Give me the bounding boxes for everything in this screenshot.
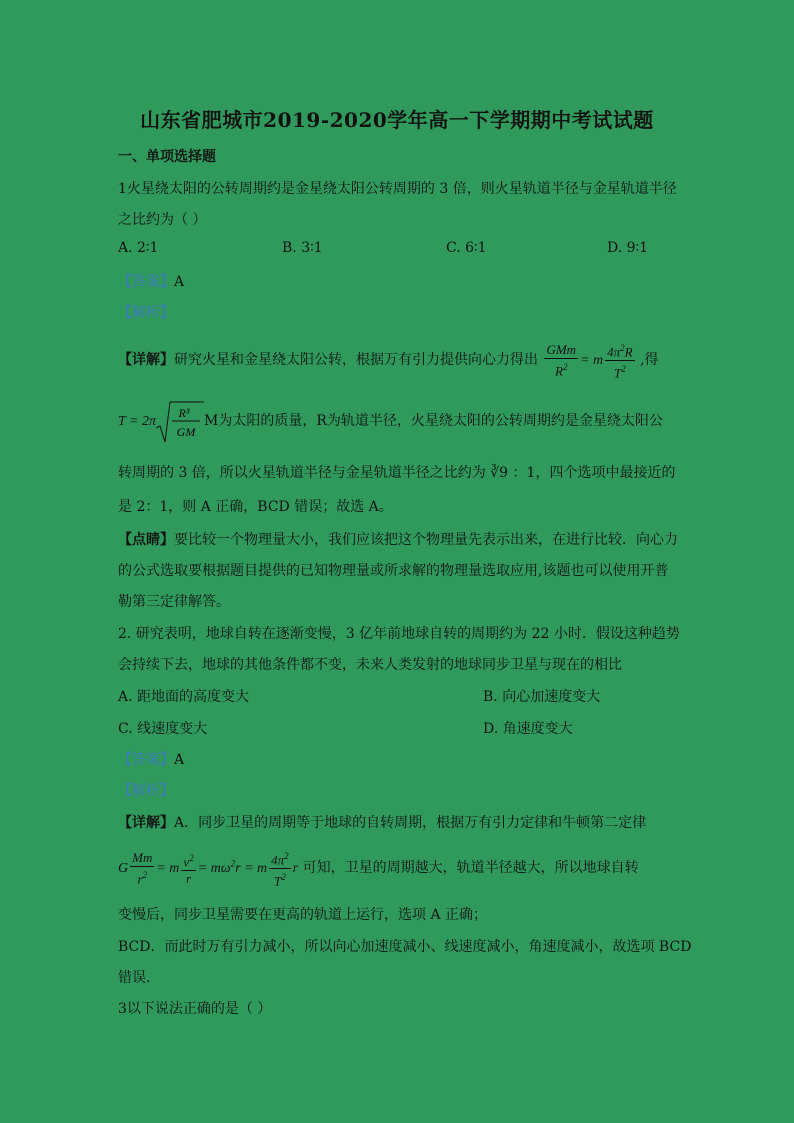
q1-detail-line1	[118, 340, 659, 382]
q1-comment-line2: 的公式选取要根据题目提供的已知物理量或所求解的物理量选取应用,该题也可以使用开普	[118, 563, 669, 579]
q1-option-a: A. 2∶1	[118, 240, 159, 256]
section-heading: 一、单项选择题	[118, 149, 216, 165]
answer-tag: 【答案】	[118, 752, 174, 768]
q2-option-a: A. 距地面的高度变大	[118, 689, 250, 705]
q1-option-c: C. 6∶1	[446, 240, 487, 256]
gravitation-formula: $\frac{\text{GMm}}{R^2}$ = m $\frac{4\pi^2R}{T^2}$	[542, 353, 640, 368]
q2-option-c: C. 线速度变大	[118, 721, 208, 737]
q2-detail-line5: 错误．	[118, 970, 160, 986]
detail-line2-text: 可知，卫星的周期越大，轨道半径越大，所以地球自转	[302, 860, 639, 877]
q2-stem-line1: 2. 研究表明，地球自转在逐渐变慢，3 亿年前地球自转的周期约为 22 小时．假设这种趋势	[118, 626, 680, 642]
detail-tag: 【详解】	[118, 352, 174, 369]
answer-tag: 【答案】	[118, 274, 174, 290]
q3-stem: 3以下说法正确的是（ ）	[118, 1001, 272, 1017]
detail-line2-text: M为太阳的质量，R为轨道半径，火星绕太阳的公转周期约是金星绕太阳公	[204, 413, 663, 430]
q2-stem-line2: 会持续下去，地球的其他条件都不变，未来人类发射的地球同步卫星与现在的相比	[118, 657, 622, 673]
q1-option-d: D. 9∶1	[607, 240, 649, 256]
q2-detail-line2	[118, 848, 639, 890]
answer-value: A	[174, 752, 185, 768]
q2-detail-line1	[118, 812, 646, 832]
q2-answer-line	[118, 749, 184, 769]
comment-tag: 【点睛】	[118, 532, 174, 548]
q1-answer-line	[118, 271, 184, 291]
q2-option-d: D. 角速度变大	[483, 721, 573, 737]
period-formula: T = 2π R³ GM	[118, 414, 204, 429]
q1-detail-line3: 转周期的 3 倍，所以火星轨道半径与金星轨道半径之比约为 ∛9 ：1，四个选项中最接近的	[118, 465, 676, 481]
page-title: 山东省肥城市2019-2020学年高一下学期期中考试试题	[140, 108, 654, 132]
q1-stem-line1: 1火星绕太阳的公转周期约是金星绕太阳公转周期的 3 倍，则火星轨道半径与金星轨道半径	[118, 181, 677, 197]
q1-analysis-tag: 【解析】	[118, 305, 174, 321]
q2-option-b: B. 向心加速度变大	[483, 689, 601, 705]
comment-text: 要比较一个物理量大小，我们应该把这个物理量先表示出来，在进行比较．向心力	[174, 532, 678, 548]
svg-text:GM: GM	[176, 425, 196, 439]
q2-analysis-tag: 【解析】	[118, 783, 174, 799]
q1-stem-line2: 之比约为（ ）	[118, 212, 207, 228]
detail-tag: 【详解】	[118, 815, 174, 831]
answer-value: A	[174, 274, 185, 290]
detail-text: 研究火星和金星绕太阳公转，根据万有引力提供向心力得出	[174, 352, 538, 369]
svg-text:R³: R³	[178, 406, 190, 420]
q1-detail-line4: 是 2：1，则 A 正确，BCD 错误；故选 A。	[118, 499, 393, 515]
q1-comment-line3: 勒第三定律解答。	[118, 594, 230, 610]
detail-text: A．同步卫星的周期等于地球的自转周期，根据万有引力定律和牛顿第二定律	[174, 815, 647, 831]
detail-line1-end: ,得	[640, 352, 659, 369]
q2-detail-line3: 变慢后，同步卫星需要在更高的轨道上运行，选项 A 正确；	[118, 907, 488, 923]
q1-detail-line2	[118, 400, 663, 444]
orbit-formula: G $\frac{Mm}{r^2}$ = m $\frac{v^2}{r}$ = $m\omega^2r = m$ $\frac{4\pi^2}{T^2}$ r	[118, 861, 298, 876]
q1-comment-line1	[118, 529, 678, 549]
q2-detail-line4: BCD．而此时万有引力减小，所以向心加速度减小、线速度减小，角速度减小，故选项 BCD	[118, 939, 692, 955]
q1-option-b: B. 3∶1	[282, 240, 323, 256]
